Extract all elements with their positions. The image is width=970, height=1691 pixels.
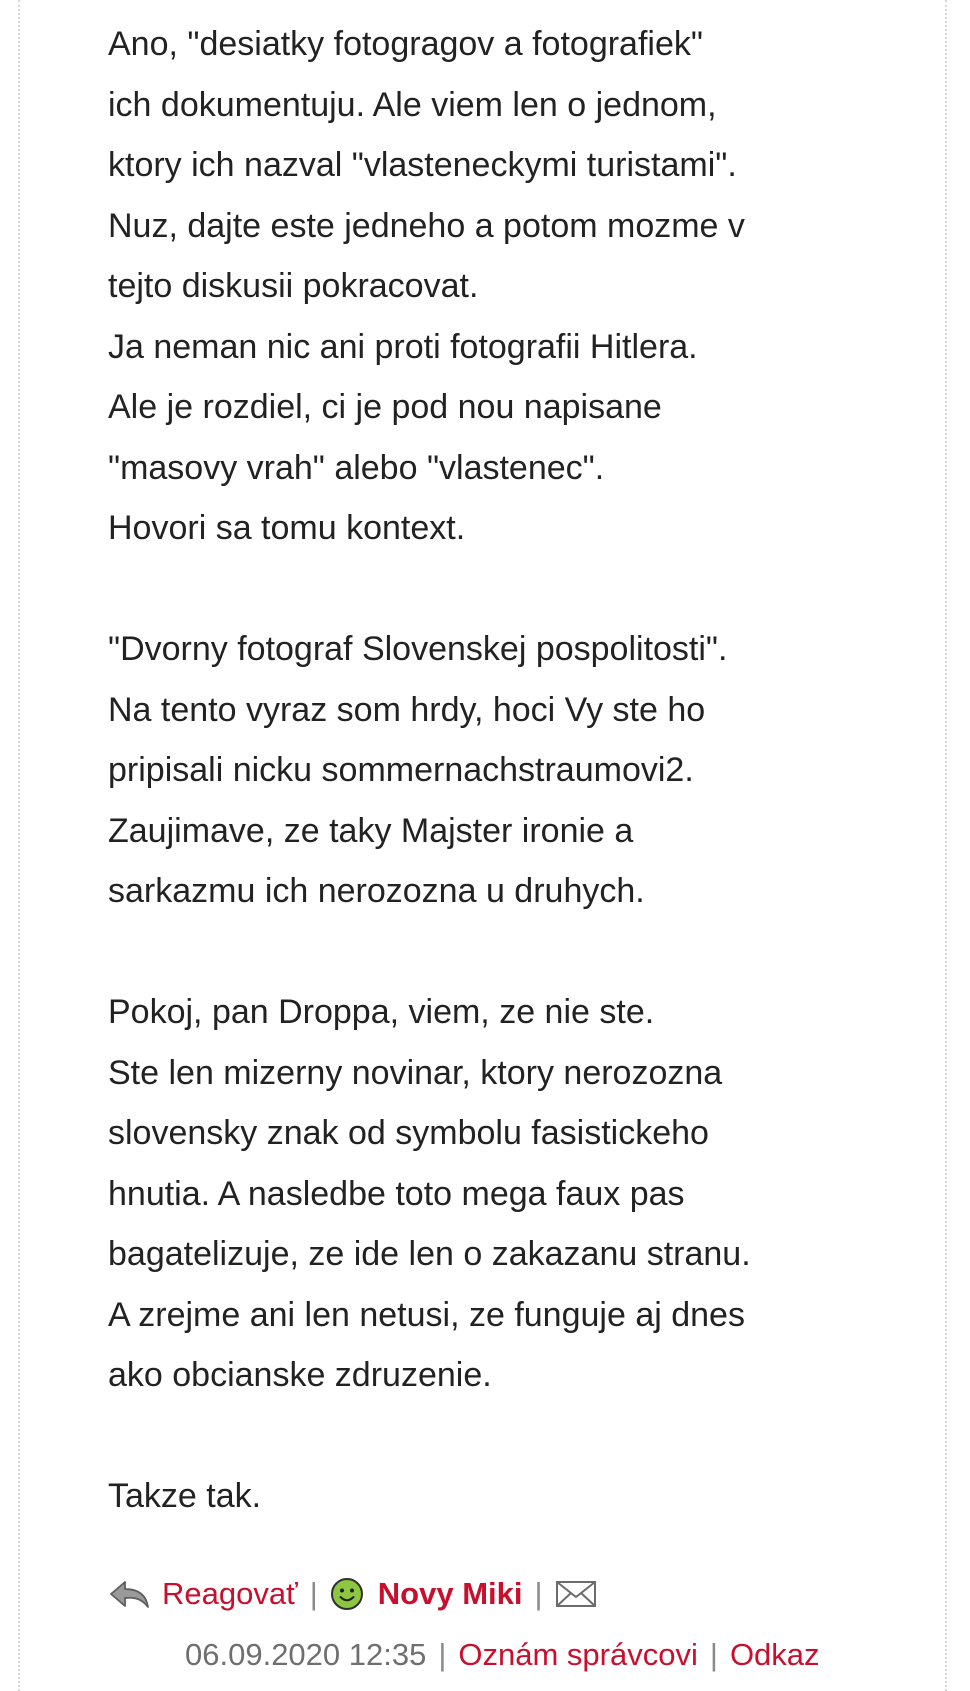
comment-line: Ale je rozdiel, ci je pod nou napisane (108, 388, 662, 426)
comment-line: tejto diskusii pokracovat. (108, 267, 479, 305)
comment-line: "masovy vrah" alebo "vlastenec". (108, 448, 605, 487)
author-name[interactable]: Novy Miki (377, 1576, 523, 1611)
comment-paragraph (108, 1466, 938, 1527)
comment-paragraph (108, 14, 938, 559)
comment-line: ako obcianske zdruzenie. (108, 1356, 492, 1394)
separator: | (309, 1576, 318, 1611)
reply-button[interactable]: Reagovať (162, 1576, 298, 1611)
smiley-icon (330, 1577, 364, 1611)
comment-line: Hovori sa tomu kontext. (108, 509, 466, 547)
comment-body (108, 14, 938, 1527)
separator: | (438, 1637, 447, 1672)
comment-line: Takze tak. (108, 1477, 262, 1515)
comment-line: pripisali nicku sommernachstraumovi2. (108, 751, 694, 789)
comment (108, 14, 938, 1527)
comment-line: Nuz, dajte este jedneho a potom mozme v (108, 206, 745, 245)
report-to-admin-link[interactable]: Oznám správcovi (458, 1637, 698, 1672)
comment-line: "Dvorny fotograf Slovenskej pospolitosti". (108, 630, 728, 668)
separator: | (534, 1576, 543, 1611)
comment-line: Na tento vyraz som hrdy, hoci Vy ste ho (108, 690, 706, 729)
comment-line: bagatelizuje, ze ide len o zakazanu stranu. (108, 1235, 751, 1273)
comment-line: Ste len mizerny novinar, ktory nerozozna (108, 1053, 723, 1092)
permalink-link[interactable]: Odkaz (729, 1637, 820, 1672)
comment-line: Ja neman nic ani proti fotografii Hitlera. (108, 327, 698, 366)
comment-line: hnutia. A nasledbe toto mega faux pas (108, 1174, 685, 1213)
envelope-icon[interactable] (555, 1579, 597, 1609)
comment-meta (185, 1630, 820, 1680)
comment-actions (108, 1566, 597, 1622)
reply-arrow-icon[interactable] (108, 1577, 150, 1611)
comment-line: ktory ich nazval "vlasteneckymi turistami". (108, 146, 737, 184)
comment-line: sarkazmu ich nerozozna u druhych. (108, 872, 645, 910)
separator: | (709, 1637, 718, 1672)
right-border-line (945, 0, 947, 1691)
comment-line: A zrejme ani len netusi, ze funguje aj dnes (108, 1295, 745, 1334)
comment-line: Ano, "desiatky fotogragov a fotografiek" (108, 25, 703, 63)
comment-line: ich dokumentuju. Ale viem len o jednom, (108, 85, 717, 124)
comment-paragraph (108, 982, 938, 1406)
comment-line: slovensky znak od symbolu fasistickeho (108, 1114, 709, 1152)
timestamp: 06.09.2020 12:35 (185, 1637, 427, 1672)
comment-paragraph (108, 619, 938, 922)
comment-line: Zaujimave, ze taky Majster ironie a (108, 811, 634, 850)
left-border-line (18, 0, 20, 1691)
comment-line: Pokoj, pan Droppa, viem, ze nie ste. (108, 993, 655, 1031)
